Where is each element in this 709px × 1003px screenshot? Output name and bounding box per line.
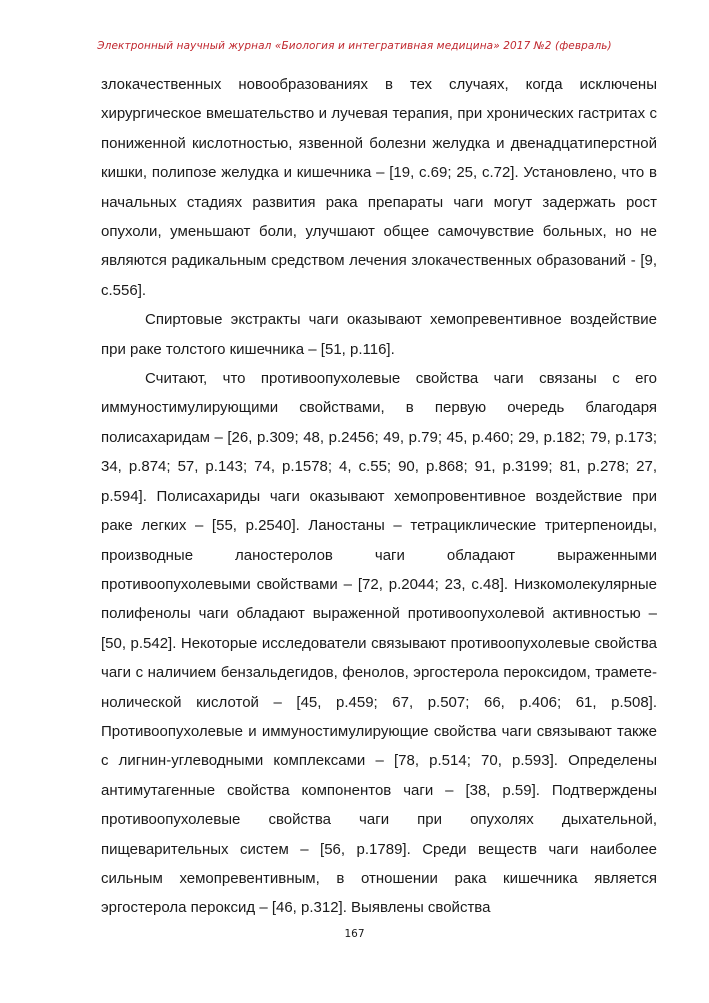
- paragraph-2: Спиртовые экстракты чаги оказывают хемопревентивное воздействие при раке толстого кишечника – [51, р.116].: [101, 311, 657, 358]
- article-body: [101, 70, 657, 923]
- paragraph-3: Считают, что противоопухолевые свойства чаги связаны с его иммуностимулирующими свойствами, в первую очередь благодаря полисахаридам – [26, р.309; 48, р.2456; 49, р.79; 45, р.460; 29, р.182; 79, р.173; 34, р.874; 57, р.143; 74, р.1578; 4, с.55; 90, р.868; 91, р.3199; 81, р.278; 27, р.594]. Полисахариды чаги оказывают хемопровентивное воздействие при раке легких – [55, р.2540]. Ланостаны – тетрациклические тритерпеноиды, производные ланостеролов чаги обладают выраженными противоопухолевыми свойствами – [72, р.2044; 23, с.48]. Низкомолекулярные полифенолы чаги обладают выраженной противоопухолевой активностью – [50, р.542]. Некоторые исследователи связывают противоопухолевые свойства чаги с наличием бензальдегидов, фенолов, эргостерола пероксидом, траметенолической кислотой – [45, р.459; 67, р.507; 66, р.406; 61, р.508]. Противоопухолевые и иммуностимулирующие свойства чаги связывают также с лигнин-углеводными комплексами – [78, р.514; 70, р.593]. Определены антимутагенные свойства компонентов чаги – [38, р.59]. Подтверждены противоопухолевые свойства чаги при опухолях дыхательной, пищеварительных систем – [56, р.1789]. Среди веществ чаги наиболее сильным хемопревентивным, в отношении рака кишечника является эргостерола пероксид – [46, р.312]. Выявлены свойства: [101, 370, 657, 917]
- page-number: 167: [344, 928, 365, 940]
- journal-header: Электронный научный журнал «Биология и интегративная медицина» 2017 №2 (февраль): [97, 40, 612, 52]
- paragraph-1: злокачественных новообразованиях в тех случаях, когда исключены хирургическое вмешательство и лучевая терапия, при хронических гастритах с пониженной кислотностью, язвенной болезни желудка и двенадцатиперстной кишки, полипозе желудка и кишечника – [19, с.69; 25, с.72]. Установлено, что в начальных стадиях развития рака препараты чаги могут задержать рост опухоли, уменьшают боли, улучшают общее самочувствие больных, но не являются радикальным средством лечения злокачественных образований - [9, с.556].: [101, 76, 657, 299]
